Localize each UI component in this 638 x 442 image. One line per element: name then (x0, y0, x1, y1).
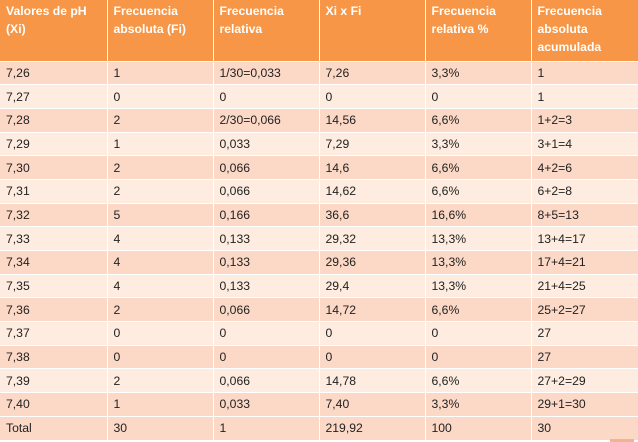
cell-xi-times-fi: 29,4 (319, 274, 425, 298)
cell-relative-frequency-percent: 0 (425, 345, 531, 369)
cell-relative-frequency: 0,133 (213, 227, 319, 251)
cell-ph-value: 7,35 (0, 274, 107, 298)
table-row (0, 227, 638, 251)
cell-cumulative-frequency: 3+1=4 (531, 132, 638, 156)
cell-absolute-frequency: 0 (107, 85, 213, 109)
cell-xi-times-fi: 0 (319, 322, 425, 346)
cell-ph-value: 7,29 (0, 132, 107, 156)
cell-ph-value: 7,27 (0, 85, 107, 109)
cell-xi-times-fi: 14,62 (319, 179, 425, 203)
cell-relative-frequency-percent: 6,6% (425, 156, 531, 180)
cell-absolute-frequency: 1 (107, 132, 213, 156)
table-header (0, 0, 638, 61)
cell-relative-frequency-percent: 3,3% (425, 61, 531, 85)
cell-absolute-frequency: 4 (107, 251, 213, 275)
table-row (0, 156, 638, 180)
cell-xi-times-fi: 219,92 (319, 416, 425, 439)
header-xi-times-fi: Xi x Fi (319, 0, 425, 61)
cell-xi-times-fi: 7,40 (319, 393, 425, 417)
cell-ph-value: 7,36 (0, 298, 107, 322)
cell-ph-value: 7,28 (0, 108, 107, 132)
cell-relative-frequency: 0,133 (213, 251, 319, 275)
cell-cumulative-frequency: 29+1=30 (531, 393, 638, 417)
cell-relative-frequency-percent: 0 (425, 322, 531, 346)
header-row (0, 0, 638, 61)
table-row (0, 393, 638, 417)
cell-ph-value: Total (0, 416, 107, 439)
cell-relative-frequency-percent: 6,6% (425, 108, 531, 132)
cell-ph-value: 7,40 (0, 393, 107, 417)
cell-absolute-frequency: 2 (107, 298, 213, 322)
table-row (0, 345, 638, 369)
cell-absolute-frequency: 1 (107, 393, 213, 417)
cell-relative-frequency: 1 (213, 416, 319, 439)
cell-xi-times-fi: 14,56 (319, 108, 425, 132)
cell-xi-times-fi: 7,29 (319, 132, 425, 156)
cell-xi-times-fi: 29,36 (319, 251, 425, 275)
header-relative-frequency: Frecuencia relativa (213, 0, 319, 61)
cell-xi-times-fi: 7,26 (319, 61, 425, 85)
cell-xi-times-fi: 0 (319, 345, 425, 369)
cell-cumulative-frequency: 27 (531, 322, 638, 346)
cell-relative-frequency: 0,033 (213, 132, 319, 156)
cell-cumulative-frequency: 17+4=21 (531, 251, 638, 275)
cell-relative-frequency: 2/30=0,066 (213, 108, 319, 132)
cell-absolute-frequency: 1 (107, 61, 213, 85)
header-ph-values: Valores de pH (Xi) (0, 0, 107, 61)
cell-relative-frequency: 0,066 (213, 156, 319, 180)
cell-xi-times-fi: 14,78 (319, 369, 425, 393)
cell-relative-frequency: 0 (213, 345, 319, 369)
cell-relative-frequency-percent: 13,3% (425, 251, 531, 275)
table-row (0, 85, 638, 109)
header-relative-frequency-percent: Frecuencia relativa % (425, 0, 531, 61)
header-cumulative-frequency: Frecuencia absoluta acumulada (531, 0, 638, 61)
cell-absolute-frequency: 0 (107, 345, 213, 369)
total-row (0, 416, 638, 439)
cell-absolute-frequency: 5 (107, 203, 213, 227)
cell-cumulative-frequency: 1 (531, 85, 638, 109)
cell-absolute-frequency: 2 (107, 156, 213, 180)
table-row (0, 179, 638, 203)
cell-ph-value: 7,34 (0, 251, 107, 275)
cell-relative-frequency: 0,133 (213, 274, 319, 298)
cell-absolute-frequency: 2 (107, 369, 213, 393)
cell-relative-frequency-percent: 0 (425, 85, 531, 109)
cell-relative-frequency: 0,033 (213, 393, 319, 417)
cell-relative-frequency-percent: 6,6% (425, 369, 531, 393)
cell-ph-value: 7,33 (0, 227, 107, 251)
cell-ph-value: 7,32 (0, 203, 107, 227)
cell-absolute-frequency: 4 (107, 227, 213, 251)
cell-absolute-frequency: 30 (107, 416, 213, 439)
cell-relative-frequency-percent: 13,3% (425, 227, 531, 251)
table-row (0, 61, 638, 85)
table-row (0, 298, 638, 322)
cell-xi-times-fi: 36,6 (319, 203, 425, 227)
cell-relative-frequency: 0 (213, 322, 319, 346)
cell-relative-frequency: 0 (213, 85, 319, 109)
cell-relative-frequency-percent: 16,6% (425, 203, 531, 227)
cell-relative-frequency: 0,066 (213, 179, 319, 203)
table-row (0, 132, 638, 156)
cell-relative-frequency-percent: 3,3% (425, 393, 531, 417)
cell-ph-value: 7,30 (0, 156, 107, 180)
cell-absolute-frequency: 2 (107, 179, 213, 203)
cell-relative-frequency: 1/30=0,033 (213, 61, 319, 85)
cell-xi-times-fi: 14,6 (319, 156, 425, 180)
table-row (0, 108, 638, 132)
cell-cumulative-frequency: 4+2=6 (531, 156, 638, 180)
cell-cumulative-frequency: 13+4=17 (531, 227, 638, 251)
cell-relative-frequency-percent: 100 (425, 416, 531, 439)
cell-cumulative-frequency: 21+4=25 (531, 274, 638, 298)
cell-relative-frequency-percent: 3,3% (425, 132, 531, 156)
cell-cumulative-frequency: 1+2=3 (531, 108, 638, 132)
cell-xi-times-fi: 0 (319, 85, 425, 109)
cell-relative-frequency-percent: 6,6% (425, 298, 531, 322)
table-body (0, 61, 638, 440)
cell-cumulative-frequency: 27 (531, 345, 638, 369)
cell-relative-frequency: 0,166 (213, 203, 319, 227)
table-row (0, 369, 638, 393)
header-absolute-frequency: Frecuencia absoluta (Fi) (107, 0, 213, 61)
cell-cumulative-frequency: 25+2=27 (531, 298, 638, 322)
table-row (0, 203, 638, 227)
table-row (0, 322, 638, 346)
cell-ph-value: 7,31 (0, 179, 107, 203)
cell-relative-frequency-percent: 6,6% (425, 179, 531, 203)
cell-ph-value: 7,38 (0, 345, 107, 369)
cell-ph-value: 7,26 (0, 61, 107, 85)
cell-cumulative-frequency: 1 (531, 61, 638, 85)
cell-absolute-frequency: 4 (107, 274, 213, 298)
table-row (0, 274, 638, 298)
cell-absolute-frequency: 0 (107, 322, 213, 346)
cell-relative-frequency: 0,066 (213, 369, 319, 393)
cell-cumulative-frequency: 8+5=13 (531, 203, 638, 227)
cell-ph-value: 7,37 (0, 322, 107, 346)
cell-cumulative-frequency: 27+2=29 (531, 369, 638, 393)
cell-relative-frequency: 0,066 (213, 298, 319, 322)
cell-relative-frequency-percent: 13,3% (425, 274, 531, 298)
cell-cumulative-frequency: 30 (531, 416, 638, 439)
cell-ph-value: 7,39 (0, 369, 107, 393)
cell-xi-times-fi: 14,72 (319, 298, 425, 322)
cell-absolute-frequency: 2 (107, 108, 213, 132)
cell-cumulative-frequency: 6+2=8 (531, 179, 638, 203)
cell-xi-times-fi: 29,32 (319, 227, 425, 251)
table-row (0, 251, 638, 275)
